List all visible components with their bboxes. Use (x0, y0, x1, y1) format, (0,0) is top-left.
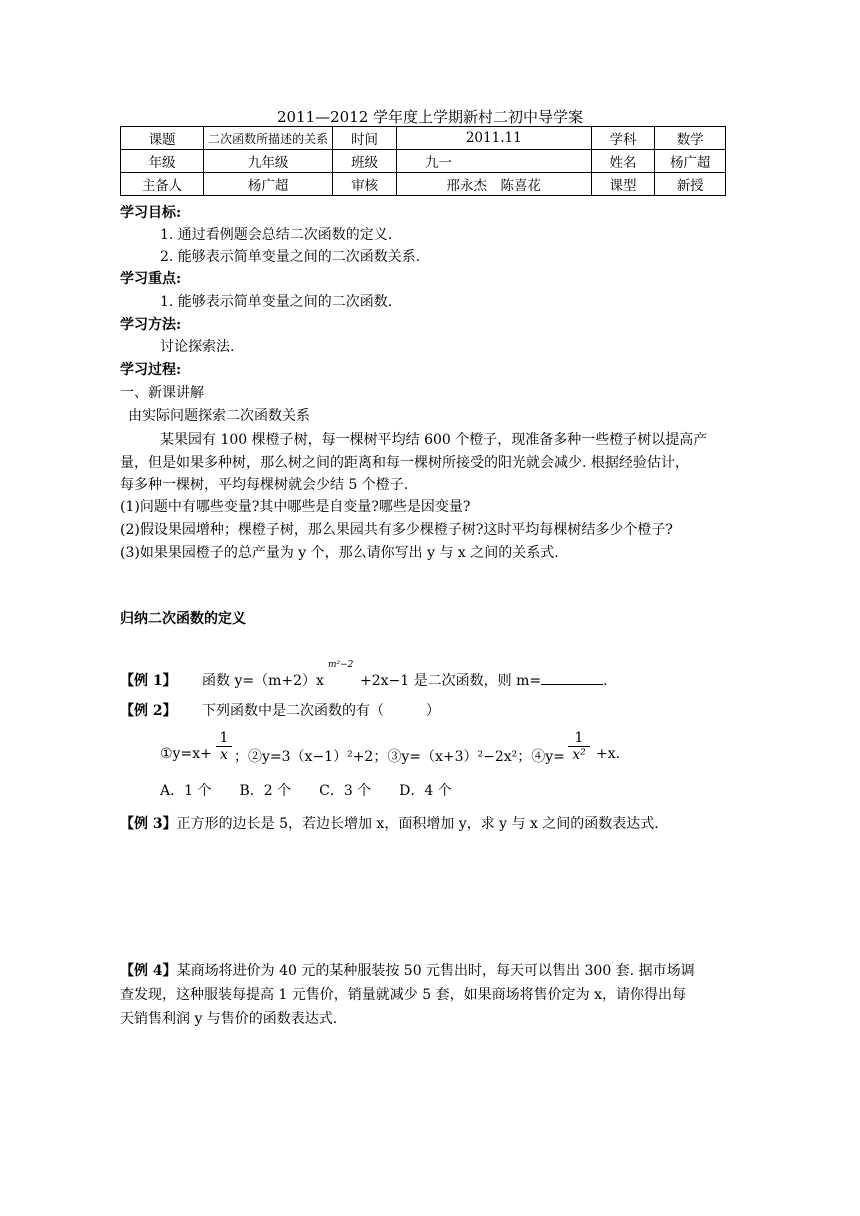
fraction-1-over-x (216, 730, 232, 763)
focus-heading: 学习重点: (120, 271, 182, 287)
table-row (121, 150, 726, 173)
question-2: (2)假设果园增种；棵橙子树，那么果园共有多少棵橙子树?这时平均每棵树结多少个橙子? (120, 522, 673, 538)
example-4-text: 某商场将进价为 40 元的某种服装按 50 元售出时，每天可以售出 300 套. 据市场调 (176, 963, 695, 979)
table-cell: 杨广超 (655, 150, 726, 173)
example-2-label: 【例 2】 (120, 703, 177, 719)
example-1-text-post-wrap (360, 670, 608, 690)
table-cell: 数学 (655, 127, 726, 150)
options-2-to-4: ；②y=3（x−1）²+2；③y=（x+3）²−2x²；④y= (234, 749, 565, 765)
example-2-text: 下列函数中是二次函数的有（ ） (202, 703, 440, 719)
table-cell: 学科 (591, 127, 655, 150)
section-heading: 一、新课讲解 (120, 385, 204, 401)
focus-item: 1. 能够表示简单变量之间的二次函数. (160, 294, 393, 310)
subsection-heading: 由实际问题探索二次函数关系 (128, 408, 310, 424)
table-cell: 主备人 (121, 173, 204, 196)
table-cell: 课型 (591, 173, 655, 196)
fraction-numerator: 1 (216, 730, 232, 747)
process-heading: 学习过程: (120, 362, 182, 378)
summary-heading: 归纳二次函数的定义 (120, 611, 246, 627)
question-1: (1)问题中有哪些变量?其中哪些是自变量?哪些是因变量? (120, 499, 471, 515)
table-cell: 二次函数所描述的关系 (204, 127, 333, 150)
example-1-label: 【例 1】 (120, 673, 177, 689)
table-cell: 课题 (121, 127, 204, 150)
goal-item: 1. 通过看例题会总结二次函数的定义. (160, 227, 393, 243)
fraction-1-over-x-squared (568, 730, 590, 763)
table-cell: 九年级 (204, 150, 333, 173)
option-1: ①y=x+ (160, 746, 212, 762)
example-3 (120, 813, 659, 833)
example-4-line-1 (120, 960, 695, 980)
example-4-label: 【例 4】 (120, 963, 177, 979)
table-cell: 新授 (655, 173, 726, 196)
table-cell: 九一 (396, 150, 591, 173)
method-item: 讨论探索法. (160, 339, 235, 355)
table-cell: 邢永杰 陈喜花 (396, 173, 591, 196)
document-title: 2011—2012 学年度上学期新村二初中导学案 (276, 108, 584, 126)
paragraph-line: 每多种一棵树，平均每棵树就会少结 5 个橙子. (120, 477, 409, 493)
table-row (121, 127, 726, 150)
paragraph-line: 量，但是如果多种树，那么树之间的距离和每一棵树所接受的阳光就会减少. 根据经验估计， (120, 455, 689, 471)
example-3-text: 正方形的边长是 5，若边长增加 x，面积增加 y，求 y 与 x 之间的函数表达式. (176, 816, 659, 832)
table-cell: 姓名 (591, 150, 655, 173)
answer-blank[interactable] (541, 672, 603, 685)
table-cell: 2011.11 (396, 127, 591, 150)
table-cell: 班级 (333, 150, 397, 173)
fraction-denominator: x (220, 747, 228, 763)
method-heading: 学习方法: (120, 317, 182, 333)
table-row (121, 173, 726, 196)
table-cell: 审核 (333, 173, 397, 196)
question-3: (3)如果果园橙子的总产量为 y 个，那么请你写出 y 与 x 之间的关系式. (120, 545, 559, 561)
table-cell: 年级 (121, 150, 204, 173)
example-4-line-3: 天销售利润 y 与售价的函数表达式. (120, 1011, 338, 1027)
example-1-end: . (603, 673, 608, 689)
goal-item: 2. 能够表示简单变量之间的二次函数关系. (160, 249, 421, 265)
paragraph-line: 某果园有 100 棵橙子树，每一棵树平均结 600 个橙子，现准备多种一些橙子树以提高产 (160, 432, 708, 448)
example-4-line-2: 查发现，这种服装每提高 1 元售价，销量就减少 5 套，如果商场将售价定为 x，请你得出每 (120, 987, 686, 1003)
example-1-text-pre: 函数 y=（m+2）x (202, 673, 324, 689)
goals-heading: 学习目标: (120, 205, 182, 221)
option-4-tail: +x. (596, 746, 621, 762)
example-3-label: 【例 3】 (120, 816, 177, 832)
table-cell: 杨广超 (204, 173, 333, 196)
fraction-numerator: 1 (568, 730, 590, 747)
lesson-info-table (120, 126, 726, 196)
answer-choices: A．1 个 B．2 个 C．3 个 D．4 个 (160, 783, 452, 799)
example-1-text-post: +2x−1 是二次函数，则 m= (360, 673, 542, 689)
example-1-exponent: m²−2 (328, 660, 354, 670)
fraction-denominator: x² (572, 747, 586, 763)
table-cell: 时间 (333, 127, 397, 150)
